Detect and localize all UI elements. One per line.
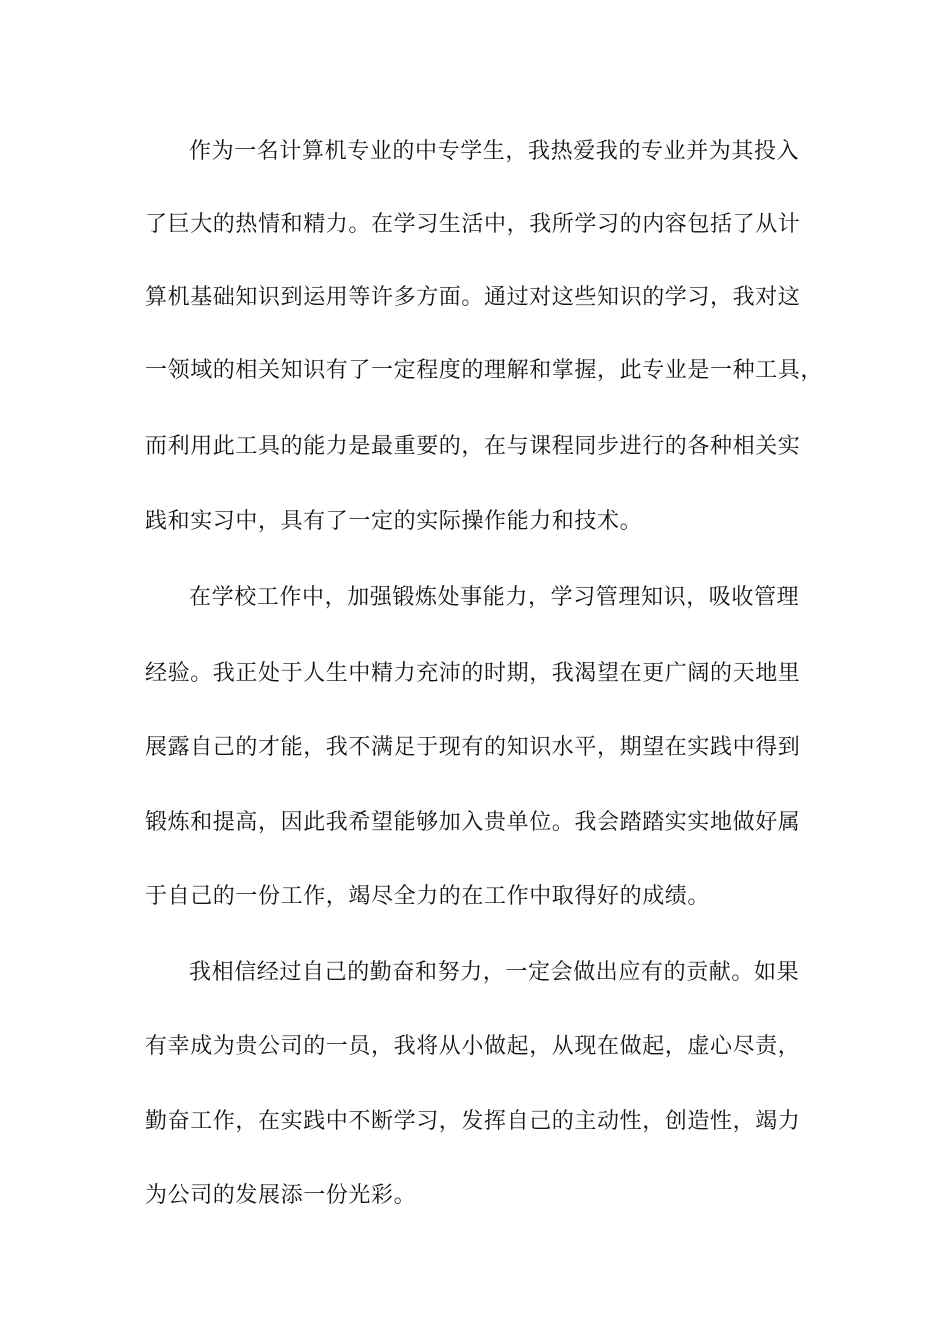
paragraph-2-line-1: 在学校工作中，加强锻炼处事能力，学习管理知识，吸收管理 <box>189 585 800 610</box>
paragraph-3-line-3: 勤奋工作，在实践中不断学习，发挥自己的主动性，创造性，竭力 <box>145 1109 801 1134</box>
paragraph-1-line-4: 一领域的相关知识有了一定程度的理解和掌握，此专业是一种工具， <box>145 358 824 383</box>
paragraph-1-line-2: 了巨大的热情和精力。在学习生活中，我所学习的内容包括了从计 <box>145 212 801 237</box>
paragraph-2-line-4: 锻炼和提高，因此我希望能够加入贵单位。我会踏踏实实地做好属 <box>145 810 801 835</box>
paragraph-3-line-4: 为公司的发展添一份光彩。 <box>145 1183 417 1208</box>
paragraph-2-line-3: 展露自己的才能，我不满足于现有的知识水平，期望在实践中得到 <box>145 735 801 760</box>
paragraph-3-line-2: 有幸成为贵公司的一员，我将从小做起，从现在做起，虚心尽责， <box>145 1034 801 1059</box>
paragraph-1-line-1: 作为一名计算机专业的中专学生，我热爱我的专业并为其投入 <box>189 139 800 164</box>
paragraph-2-line-2: 经验。我正处于人生中精力充沛的时期，我渴望在更广阔的天地里 <box>145 661 801 686</box>
paragraph-1-line-3: 算机基础知识到运用等许多方面。通过对这些知识的学习，我对这 <box>145 285 801 310</box>
paragraph-1-line-6: 践和实习中，具有了一定的实际操作能力和技术。 <box>145 509 643 534</box>
paragraph-1-line-5: 而利用此工具的能力是最重要的，在与课程同步进行的各种相关实 <box>145 434 801 459</box>
paragraph-2-line-5: 于自己的一份工作，竭尽全力的在工作中取得好的成绩。 <box>145 884 711 909</box>
paragraph-3-line-1: 我相信经过自己的勤奋和努力，一定会做出应有的贡献。如果 <box>189 960 800 985</box>
